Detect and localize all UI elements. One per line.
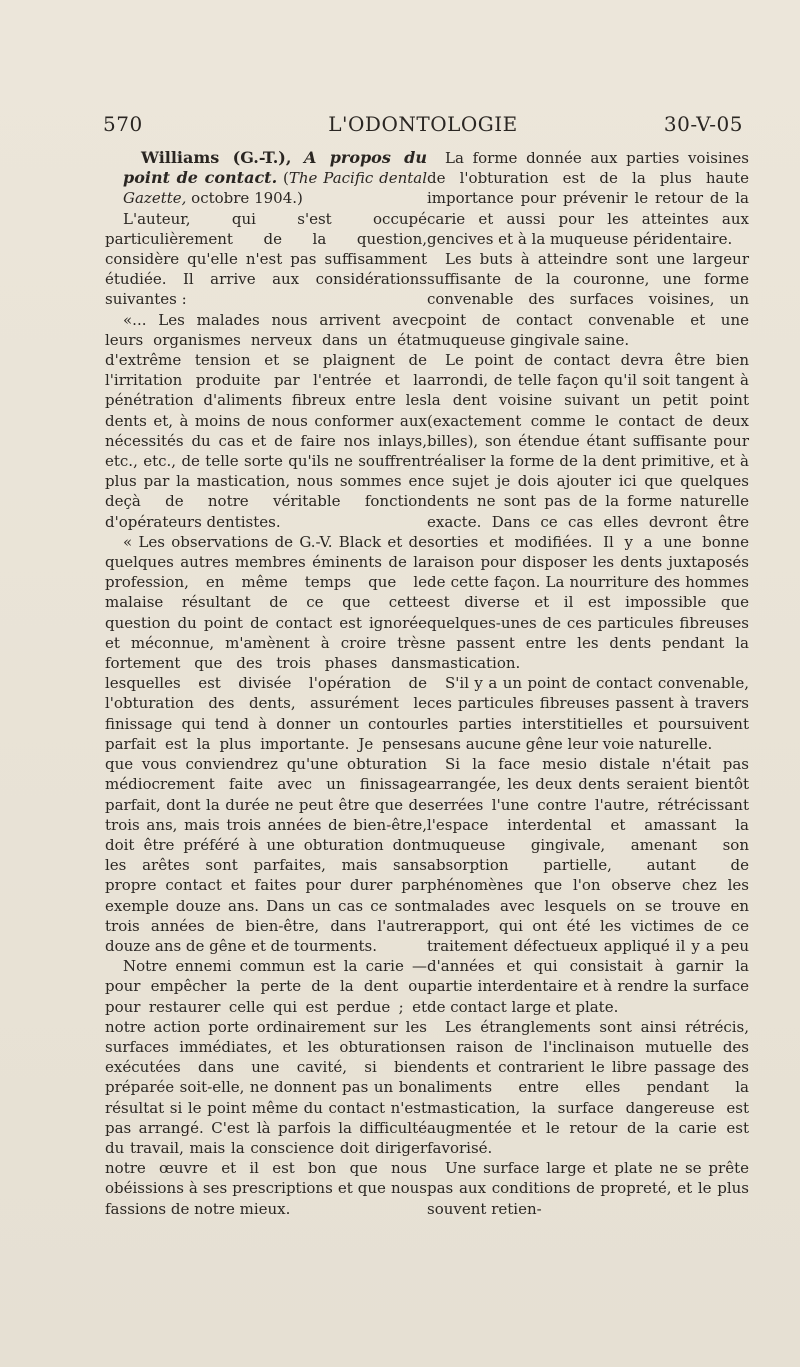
reference-paren: ( bbox=[283, 169, 289, 188]
paragraph: « Les observations de G.-V. Black et de quelques autres membres éminents de la profession, en même temps que le malaise résultant de ce que cette question du point de contact est ignorée et méconnue, m'amènent à croire très fortement que des trois phases dans lesquelles est divisée l'opération de l'obturation des dents, assurément le finissage qui tend à donner un contour parfait est la plus importante. Je pense que vous conviendrez qu'une obturation médiocrement faite avec un finissage parfait, dont la durée ne peut être que de trois ans, mais trois années de bien-être, doit être préféré à une obturation dont les arêtes sont parfaites, mais sans propre contact et faites pour durer par exemple douze ans. Dans un cas ce sont trois années de bien-être, dans l'autre douze ans de gêne et de tourments. bbox=[105, 532, 427, 955]
right-column bbox=[427, 148, 749, 1219]
paragraph: Notre ennemi commun est la carie — pour empêcher la perte de la dent ou pour restaurer celle qui est perdue ; et notre action porte ordinairement sur les surfaces immédiates, et les obturations exécutées dans une cavité, si bien préparée soit-elle, ne donnent pas un bon résultat si le point même du contact n'est pas arrangé. C'est là parfois la difficulté du travail, mais la conscience doit diriger notre œuvre et il est bon que nous obéissions à ses prescriptions et que nous fassions de notre mieux. bbox=[105, 957, 427, 1218]
paragraph: Les étranglements sont ainsi rétrécis, en raison de l'inclinaison mutuelle des dents et contrarient le libre passage des aliments entre elles pendant la mastication, la surface dangereuse est augmentée et le retour de la carie est favorisé. bbox=[427, 1017, 749, 1157]
paragraph: Une surface large et plate ne se prête pas aux conditions de propreté, et le plus souvent retien- bbox=[427, 1159, 749, 1218]
left-column bbox=[105, 148, 427, 1219]
page-number: 570 bbox=[103, 112, 143, 136]
reference-title: A propos du point de contact. bbox=[123, 148, 427, 188]
issue-date: 30-V-05 bbox=[663, 112, 743, 136]
bibliographic-reference bbox=[105, 148, 427, 209]
paragraph: La forme donnée aux parties voisines de l'obturation est de la plus haute importance pour prévenir le retour de la carie et aussi pour les atteintes aux gencives et à la muqueuse péridentaire. bbox=[427, 149, 749, 248]
running-header bbox=[103, 112, 743, 142]
paragraph: S'il y a un point de contact convenable, ces particules fibreuses passent à travers les parties interstitielles et poursuivent sans aucune gêne leur voie naturelle. bbox=[427, 674, 749, 753]
paragraph: Les buts à atteindre sont une largeur suffisante de la couronne, une forme convenable des surfaces voisines, un point de contact convenable et une muqueuse gingivale saine. bbox=[427, 250, 749, 349]
reference-date: octobre 1904.) bbox=[186, 189, 303, 208]
paragraph: L'auteur, qui s'est occupé particulièrement de la question, considère qu'elle n'est pas suffisamment étudiée. Il arrive aux considérations suivantes : bbox=[105, 209, 427, 309]
reference-journal: The Pacific dental Gazette, bbox=[123, 169, 427, 208]
paragraph: «... Les malades nous arrivent avec leurs organismes nerveux dans un état d'extrême tension et se plaignent de l'irritation produite par l'entrée et la pénétration d'aliments fibreux entre les dents et, à moins de nous conformer aux nécessités du cas et de faire nos inlays, etc., etc., de telle sorte qu'ils ne souffrent plus par la mastication, nous sommes en deçà de notre véritable fonction d'opérateurs dentistes. bbox=[105, 310, 427, 531]
paragraph: Si la face mesio distale n'était pas arrangée, les deux dents seraient bientôt serrées l'une contre l'autre, rétrécissant l'espace interdental et amassant la muqueuse gingivale, amenant son absorption partielle, autant de phénomènes que l'on observe chez les malades avec lesquels on se trouve en rapport, qui ont été les victimes de ce traitement défectueux appliqué il y a peu d'années et qui consistait à garnir la partie interdentaire et à rendre la surface de contact large et plate. bbox=[427, 755, 749, 1016]
journal-title: L'ODONTOLOGIE bbox=[328, 112, 518, 136]
paragraph: Le point de contact devra être bien arrondi, de telle façon qu'il soit tangent à la dent voisine suivant un petit point (exactement comme le contact de deux billes), son étendue étant suffisante pour réaliser la forme de la dent primitive, et à ce sujet je dois ajouter ici que quelques dents ne sont pas de la forme naturelle exacte. Dans ce cas elles devront être sorties et modifiées. Il y a une bonne raison pour disposer les dents juxtaposés de cette façon. La nourriture des hommes est diverse et il est impossible que quelques-unes de ces particules fibreuses ne passent entre les dents pendant la mastication. bbox=[427, 351, 749, 673]
reference-author: Williams (G.-T.), bbox=[141, 148, 292, 167]
